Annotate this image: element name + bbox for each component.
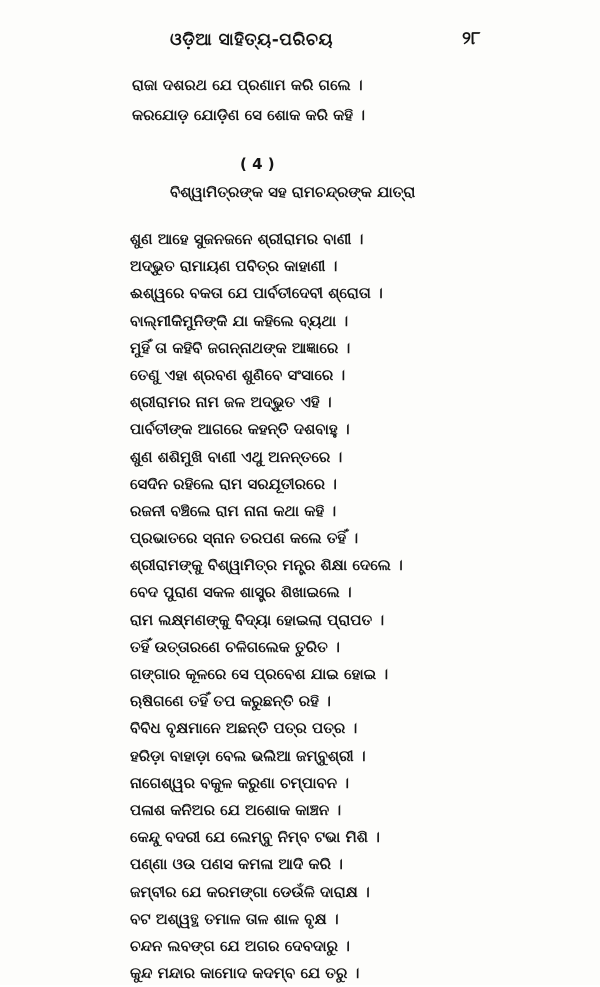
section-number: ( 4 ) [240, 155, 275, 173]
verse-line: ଶ୍ରୀରାମର ନାମ ଜଳ ଅଦ୍ଭୁତ ଏହି । [130, 393, 332, 412]
verse-line: କେନ୍ଦୁ ବଦରୀ ଯେ ଲେମ୍ବୁ ନିମ୍ବ ଟଭା ମିଶି । [130, 828, 380, 847]
verse-line: ଗଙ୍ଗାର କୂଳରେ ସେ ପ୍ରବେଶ ଯାଇ ହୋଇ । [130, 665, 389, 683]
section-title: ବିଶ୍ୱାମିତ୍ରଙ୍କ ସହ ରାମଚନ୍ଦ୍ରଙ୍କ ଯାତ୍ରା [170, 183, 416, 201]
verse-line: ଅଦ୍ଭୁତ ରାମାୟଣ ପବିତ୍ର କାହାଣୀ । [130, 257, 338, 276]
verse-line: କରଯୋଡ଼ ଯୋଡ଼ିଣ ସେ ଶୋକ କରି କହି । [132, 106, 365, 124]
verse-line: ପଳାଶ କନିଅର ଯେ ଅଶୋକ କାଞ୍ଚନ । [130, 800, 342, 819]
poem-body [130, 226, 430, 987]
verse-line: ଋଷିଗଣେ ତହିଁ ତପ କରୁଛନ୍ତି ରହି । [130, 692, 331, 711]
verse-line: ଜମ୍ବୀର ଯେ କରମଙ୍ଗା ଡେଉଁଳି ଦାରାକ୍ଷ । [130, 882, 370, 901]
verse-line: କୁନ୍ଦ ମନ୍ଦାର କାମୋଦ କଦମ୍ବ ଯେ ତରୁ । [130, 964, 360, 983]
verse-line: ତେଣୁ ଏହା ଶ୍ରବଣ ଶୁଣିବେ ସଂସାରେ । [130, 365, 346, 384]
verse-line: ମୁହିଁ ତା କହିବି ଜଗନ୍ନାଥଙ୍କ ଆଜ୍ଞାରେ । [130, 338, 351, 357]
verse-line: ଈଶ୍ୱରେ ବକତା ଯେ ପାର୍ବତୀଦେବୀ ଶ୍ରୋତା । [130, 284, 383, 303]
running-head: ଓଡ଼ିଆ ସାହିତ୍ୟ-ପରିଚୟ [170, 30, 333, 50]
verse-line: ଶୁଣ ଶଶିମୁଖି ବାଣୀ ଏଥୁ ଅନନ୍ତରେ । [130, 447, 343, 466]
verse-line: ବେଦ ପୁରାଣ ସକଳ ଶାସ୍ତ୍ର ଶିଖାଇଲେ । [130, 583, 352, 602]
verse-line: ରାଜା ଦଶରଥ ଯେ ପ୍ରଣାମ କରି ଗଲେ । [132, 76, 363, 94]
verse-line: ସେଦିନ ରହିଲେ ରାମ ସରଯୂତୀରରେ । [130, 474, 337, 493]
verse-line: ପ୍ରଭାତରେ ସ୍ନାନ ତରପଣ କଲେ ତହିଁ । [130, 529, 359, 548]
verse-line: ତହିଁ ଉତ୍ତାରଣେ ଚଳିଗଲେକ ତୁରିତ । [130, 637, 340, 656]
page-number: ୨୮ [462, 28, 481, 49]
verse-line: ବିବିଧ ବୃକ୍ଷମାନେ ଅଛନ୍ତି ପତ୍ର ପତ୍ର । [130, 719, 358, 738]
verse-line: ପାର୍ବତୀଙ୍କ ଆଗରେ କହନ୍ତି ଦଶବାହୁ । [130, 420, 350, 439]
verse-line: ହରିଡ଼ା ବାହାଡ଼ା ବେଲ ଭଲିଆ ଜମ୍ବୁଶ୍ରୀ । [130, 746, 366, 765]
verse-line: ଚନ୍ଦନ ଲବଙ୍ଗ ଯେ ଅଗର ଦେବଦାରୁ । [130, 936, 350, 955]
verse-line: ବାଲ୍ମୀକିମୁନିଙ୍କି ଯା କହିଲେ ବ୍ୟଥା । [130, 311, 349, 330]
top-verses [132, 70, 432, 130]
verse-line: ନାଗେଶ୍ୱର ବକୁଳ କରୁଣା ଚମ୍ପାବନ । [130, 773, 350, 792]
verse-line: ରଜନୀ ବଞ୍ଚିଲେ ରାମ ନାନା କଥା କହି । [130, 501, 337, 520]
verse-line: ଶୁଣ ଆହେ ସୁଜନଜନେ ଶ୍ରୀରାମର ବାଣୀ । [130, 230, 364, 248]
verse-line: ରାମ ଲକ୍ଷ୍ମଣଙ୍କୁ ବିଦ୍ୟା ହୋଇଲା ପ୍ରାପତ । [130, 610, 385, 629]
verse-line: ବଟ ଅଶ୍ୱତ୍ଥ ତମାଳ ତାଳ ଶାଳ ବୃକ୍ଷ । [130, 909, 339, 928]
verse-line: ପଣ୍ଣା ଓଉ ପଣସ କମଳା ଆଦି କରି । [130, 855, 343, 874]
verse-line: ଶ୍ରୀରାମଙ୍କୁ ବିଶ୍ୱାମିତ୍ର ମନ୍ତ୍ର ଶିକ୍ଷା ଦେଲେ । [130, 556, 403, 575]
